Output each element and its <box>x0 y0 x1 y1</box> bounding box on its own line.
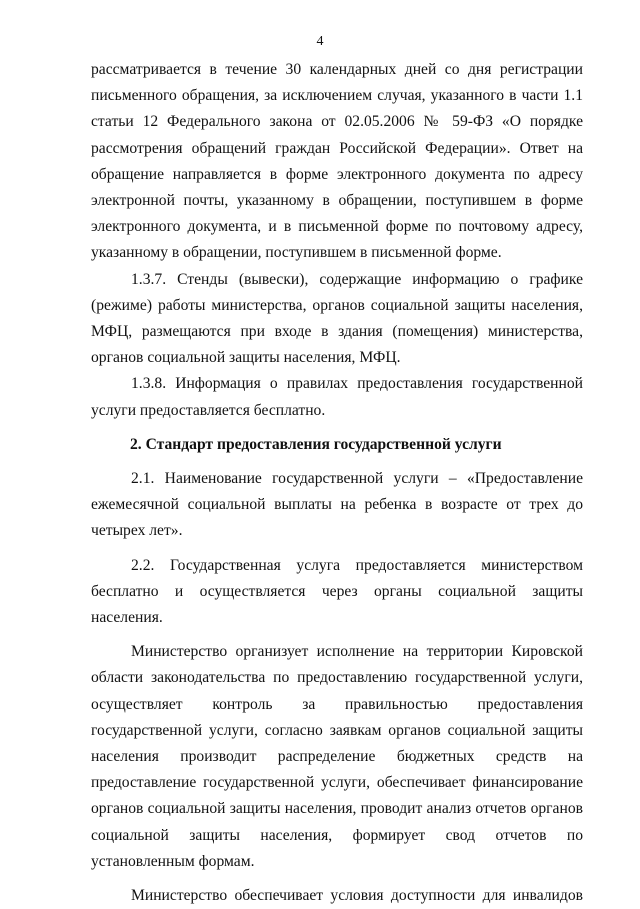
paragraph-spacer <box>91 631 583 639</box>
paragraph-continuation: рассматривается в течение 30 календарных дней со дня регистрации письменного обращения, за исключением случая, указанного в части 1.1 статьи 12 Федерального закона от 02.05.2006 № 59-ФЗ «О порядке рассмотрения обращений граждан Российской Федерации». Ответ на обращение направляется в форме электронного документа по адресу электронной почты, указанному в обращении, поступившем в форме электронного документа, и в письменной форме по почтовому адресу, указанному в обращении, поступившем в письменной форме. <box>91 61 583 262</box>
section-heading: 2. Стандарт предоставления государственной услуги <box>130 436 502 453</box>
paragraph-2-2: 2.2. Государственная услуга предоставляется министерством бесплатно и осуществляется через органы социальной защиты населения. <box>91 556 583 627</box>
page-number: 4 <box>316 34 324 49</box>
paragraph-spacer <box>91 545 583 553</box>
paragraph-2-1: 2.1. Наименование государственной услуги – «Предоставление ежемесячной социальной выплаты на ребенка в возрасте от трех до четырех лет». <box>91 470 583 540</box>
paragraph-spacer <box>91 875 583 883</box>
paragraph-1-3-8: 1.3.8. Информация о правилах предоставления государственной услуги предоставляется бесплатно. <box>91 375 583 419</box>
paragraph-ministry-ensures: Министерство обеспечивает условия доступности для инвалидов <box>131 887 583 905</box>
document-body-bottom <box>91 466 583 909</box>
paragraph-1-3-7: 1.3.7. Стенды (вывески), содержащие информацию о графике (режиме) работы министерства, органов социальной защиты населения, МФЦ, размещаются при входе в здания (помещения) министерства, органов социальной защиты населения, МФЦ. <box>91 270 583 367</box>
paragraph-ministry-organizes: Министерство организует исполнение на территории Кировской области законодательства по предоставлению государственной услуги, осуществляет контроль за правильностью предоставления государственной услуги, согласно заявкам органов социальной защиты населения производит распределение бюджетных средств на предоставление государственной услуги, обеспечивает финансирование органов социальной защиты населения, проводит анализ отчетов органов социальной защиты населения, формирует свод отчетов по установленным формам. <box>91 643 583 870</box>
document-body-top <box>91 57 583 424</box>
